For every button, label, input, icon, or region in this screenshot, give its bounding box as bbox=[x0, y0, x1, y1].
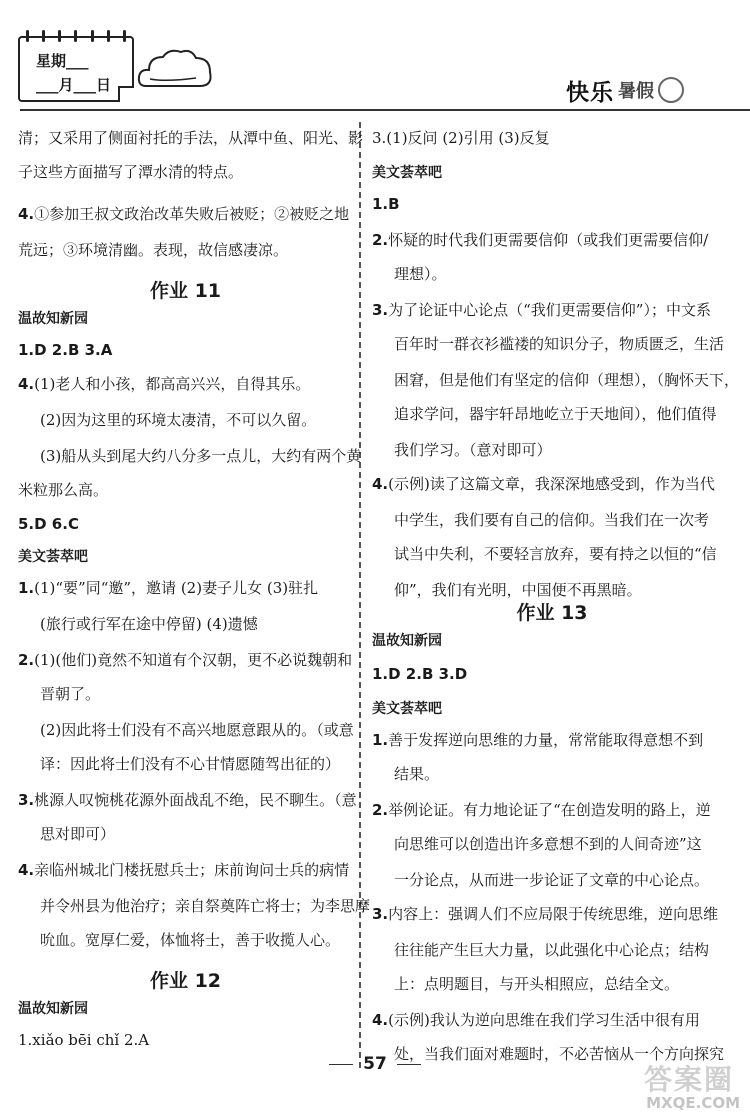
text-line: (3)船从头到尾大约八分多一点儿，大约有两个黄 bbox=[40, 447, 362, 465]
text-line: 清；又采用了侧面衬托的手法，从潭中鱼、阳光、影 bbox=[18, 129, 364, 147]
list-item bbox=[18, 860, 349, 880]
watermark-url: MXQE.COM bbox=[646, 1094, 740, 1112]
item-text: 善于发挥逆向思维的力量，常常能取得意想不到 bbox=[388, 731, 704, 749]
brand-subtitle: 暑假 bbox=[618, 81, 654, 102]
item-number: 4. bbox=[372, 475, 389, 493]
watermark bbox=[612, 1058, 744, 1114]
list-item bbox=[372, 904, 718, 924]
swirl-icon bbox=[658, 77, 684, 103]
cloud-icon bbox=[136, 46, 214, 92]
section-heading: 美文荟萃吧 bbox=[372, 701, 442, 717]
text-line: 一分论点，从而进一步论证了文章的中心论点。 bbox=[394, 871, 710, 889]
text-line: 上：点明题目，与开头相照应，总结全文。 bbox=[394, 975, 680, 993]
date-calendar-box bbox=[18, 36, 134, 102]
list-item bbox=[18, 204, 349, 224]
text-line: 追求学问，器宇轩昂地屹立于天地间），他们值得 bbox=[394, 405, 717, 423]
section-heading: 美文荟萃吧 bbox=[372, 165, 442, 181]
text-line: (2)因为这里的环境太凄清，不可以久留。 bbox=[40, 411, 317, 429]
list-item bbox=[18, 578, 318, 598]
item-number: 4. bbox=[18, 375, 35, 393]
weekday-field: 星期___ bbox=[36, 52, 89, 70]
item-number: 2. bbox=[372, 801, 389, 819]
text-line: 子这些方面描写了潭水清的特点。 bbox=[18, 163, 244, 181]
section-heading: 温故知新园 bbox=[372, 633, 442, 649]
item-text: 举例论证。有力地论证了“在创造发明的路上，逆 bbox=[388, 801, 711, 819]
text-line: 晋朝了。 bbox=[40, 685, 101, 703]
answer-line: 1.D 2.B 3.D bbox=[372, 665, 468, 683]
item-number: 2. bbox=[18, 651, 35, 669]
list-item bbox=[18, 650, 352, 670]
item-number: 3. bbox=[372, 905, 389, 923]
answer-line: 3.(1)反问 (2)引用 (3)反复 bbox=[372, 129, 550, 147]
item-number: 1. bbox=[372, 731, 389, 749]
homework-title: 作业 12 bbox=[149, 970, 222, 992]
section-heading: 温故知新园 bbox=[18, 311, 88, 327]
item-number: 2. bbox=[372, 231, 389, 249]
item-text: (1)老人和小孩，都高高兴兴，自得其乐。 bbox=[34, 375, 311, 393]
text-line: 吮血。宽厚仁爱，体恤将士，善于收揽人心。 bbox=[40, 931, 341, 949]
text-line: 仰”，我们有光明，中国便不再黑暗。 bbox=[394, 581, 642, 599]
section-heading: 温故知新园 bbox=[18, 1001, 88, 1017]
item-text: 内容上：强调人们不应局限于传统思维，逆向思维 bbox=[388, 905, 719, 923]
answer-line: 1.B bbox=[372, 195, 400, 213]
text-line: 思对即可） bbox=[40, 825, 116, 843]
text-line: 百年时一群衣衫褴褛的知识分子，物质匮乏，生活 bbox=[394, 335, 725, 353]
watermark-logo-text: 答案圈 bbox=[643, 1063, 734, 1096]
page-header bbox=[0, 0, 750, 110]
item-text: ①参加王叔文政治改革失败后被贬；②被贬之地 bbox=[34, 205, 350, 223]
answer-line: 5.D 6.C bbox=[18, 515, 79, 533]
homework-title: 作业 13 bbox=[516, 602, 588, 624]
header-rule bbox=[20, 109, 750, 111]
text-line: 中学生，我们要有自己的信仰。当我们在一次考 bbox=[394, 511, 710, 529]
text-line: 并令州县为他治疗；亲自祭奠阵亡将士；为李思摩 bbox=[40, 897, 371, 915]
item-number: 4. bbox=[372, 1011, 389, 1029]
item-number: 3. bbox=[372, 301, 389, 319]
text-line: 向思维可以创造出许多意想不到的人间奇迹”这 bbox=[394, 835, 702, 853]
text-line: 译：因此将士们没有不心甘情愿随驾出征的） bbox=[40, 755, 341, 773]
list-item bbox=[18, 790, 357, 810]
list-item bbox=[372, 300, 711, 320]
text-line: 处，当我们面对难题时，不必苦恼从一个方向探究 bbox=[394, 1045, 725, 1063]
item-number: 4. bbox=[18, 205, 35, 223]
item-text: (1)“要”同“邀”，邀请 (2)妻子儿女 (3)驻扎 bbox=[34, 579, 319, 597]
page-number: 57 bbox=[363, 1054, 387, 1074]
text-line: (旅行或行军在途中停留) (4)遗憾 bbox=[40, 615, 258, 633]
text-line: 困窘，但是他们有坚定的信仰（理想），（胸怀天下， bbox=[394, 371, 740, 389]
text-line: 结果。 bbox=[394, 765, 440, 783]
date-field: ___月___日 bbox=[36, 76, 112, 94]
item-text: (1)(他们)竟然不知道有个汉朝，更不必说魏朝和 bbox=[34, 651, 353, 669]
homework-title: 作业 11 bbox=[149, 280, 222, 302]
footer-dash-left bbox=[329, 1064, 353, 1065]
item-number: 3. bbox=[18, 791, 35, 809]
list-item bbox=[372, 1010, 700, 1030]
list-item bbox=[372, 230, 708, 250]
item-text: (示例)我认为逆向思维在我们学习生活中很有用 bbox=[388, 1011, 700, 1029]
answer-line: 1.D 2.B 3.A bbox=[18, 341, 113, 359]
column-divider bbox=[359, 122, 361, 1068]
brand-logo bbox=[566, 70, 684, 110]
text-line: 试当中失利，不要轻言放弃，要有持之以恒的“信 bbox=[394, 545, 717, 563]
text-line: 米粒那么高。 bbox=[18, 481, 109, 499]
item-text: 为了论证中心论点（“我们更需要信仰”）；中文系 bbox=[388, 301, 711, 319]
calendar-rings bbox=[26, 30, 126, 40]
text-line: (2)因此将士们没有不高兴地愿意跟从的。（或意 bbox=[40, 721, 354, 739]
section-heading: 美文荟萃吧 bbox=[18, 549, 88, 565]
item-text: 怀疑的时代我们更需要信仰（或我们更需要信仰/ bbox=[388, 231, 709, 249]
item-text: (示例)读了这篇文章，我深深地感受到，作为当代 bbox=[388, 475, 715, 493]
item-number: 4. bbox=[18, 861, 35, 879]
answer-line: 1.xiǎo bēi chǐ 2.A bbox=[18, 1031, 150, 1049]
list-item bbox=[18, 374, 310, 394]
text-line: 往往能产生巨大力量，以此强化中心论点；结构 bbox=[394, 941, 710, 959]
item-text: 亲临州城北门楼抚慰兵士；床前询问士兵的病情 bbox=[34, 861, 350, 879]
item-text: 桃源人叹惋桃花源外面战乱不绝，民不聊生。（意 bbox=[34, 791, 357, 809]
item-number: 1. bbox=[18, 579, 35, 597]
list-item bbox=[372, 800, 711, 820]
footer-dash-right bbox=[397, 1064, 421, 1065]
text-line: 荒远；③环境清幽。表现，故信感凄凉。 bbox=[18, 241, 289, 259]
list-item bbox=[372, 474, 715, 494]
brand-title: 快乐 bbox=[566, 79, 614, 106]
calendar-fold-corner bbox=[118, 86, 134, 102]
text-line: 理想）。 bbox=[394, 265, 447, 283]
list-item bbox=[372, 730, 703, 750]
text-line: 我们学习。（意对即可） bbox=[394, 441, 552, 459]
